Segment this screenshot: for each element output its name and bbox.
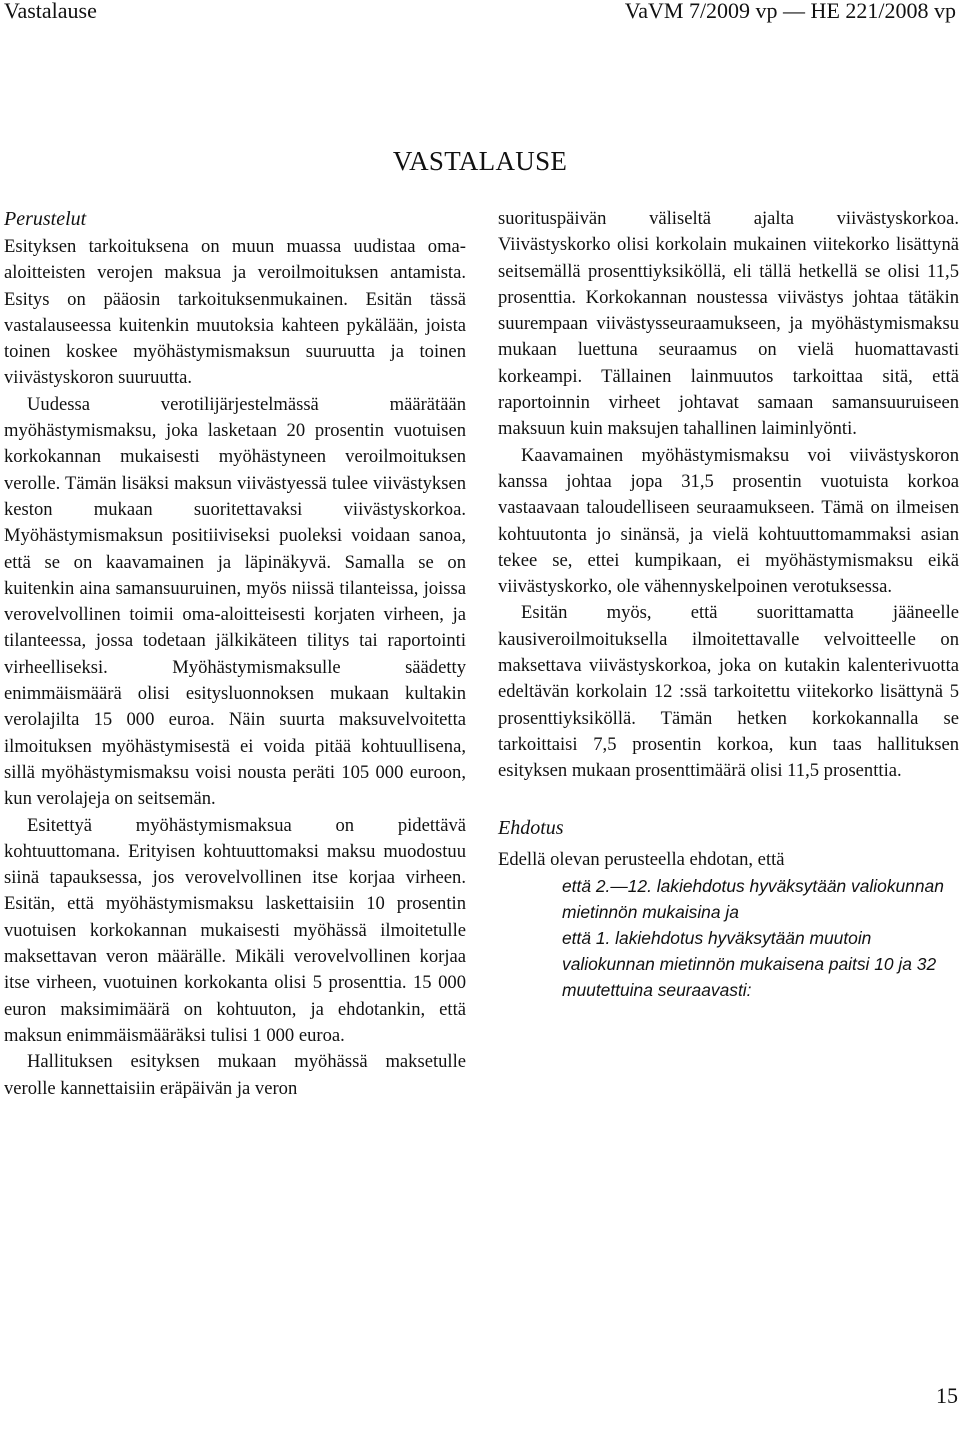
document-title: VASTALAUSE xyxy=(392,146,568,176)
section-heading-perustelut: Perustelut xyxy=(4,208,87,230)
paragraph: Esitettyä myöhästymismaksua on pidettävä kohtuuttomana. Erityisen kohtuuttomaksi maksu muodostuu siinä tapauksessa, jos verovelvollinen itse korjaa virheen. Esitän, että myöhästymismaksu laskettaisiin 10 prosentin vuotuisen korkokannan mukaisesti myöhässä ilmoitetulle maksettavan veron määrälle. Mikäli verovelvollinen korjaa itse virheen, vuotuinen korkokanta olisi 5 prosenttia. 15 000 euron maksimimäärä on kohtuuton, ja ehdotankin, että maksun enimmäismääräksi tulisi 1 000 euroa. xyxy=(4,814,466,1046)
running-header-left: Vastalause xyxy=(4,0,97,23)
right-column xyxy=(498,206,959,1003)
paragraph: Esitän myös, että suorittamatta jääneelle kausiveroilmoituksella ilmoitettavalle velvoitteelle on maksettava viivästyskorkoa, joka on kutakin kalenterivuotta edeltävän korkolain 12 :ssä tarkoitettu viitekorko lisättynä 5 prosenttiyksiköllä. Tämän hetken korkokannalla se tarkoittaisi 7,5 prosentin korkoa, kun taas hallituksen esityksen mukaan prosenttimäärä olisi 11,5 prosenttia. xyxy=(498,602,959,782)
proposal-item: että 1. lakiehdotus hyväksytään muutoin valiokunnan mietinnön mukaisena paitsi 10 ja 32 muutettuina seuraavasti: xyxy=(562,927,937,1000)
paragraph: Kaavamainen myöhästymismaksu voi viivästyskoron kanssa johtaa jopa 31,5 prosentin vuotuista korkoa vastaavaan taloudelliseen seuraamukseen. Tämä on ilmeisen kohtuutonta jo sinänsä, ja vielä kohtuuttomammaksi asian tekee se, ettei kumpikaan, ei myöhästymismaksu eikä viivästyskorko, ole vähennyskelpoinen verotuksessa. xyxy=(498,444,959,598)
paragraph: Uudessa verotilijärjestelmässä määrätään myöhästymismaksu, joka lasketaan 20 prosentin vuotuisen korkokannan mukaisesti myöhästyneen veroilmoituksen verolle. Tämän lisäksi maksun viivästyessä tulee viivästyksen keston mukaan suoritettavaksi viivästyskorkoa. Myöhästymismaksun positiiviseksi puoleksi voidaan sanoa, että se on kaavamainen ja läpinäkyvä. Samalla se on kuitenkin aina samansuuruinen, myös niissä tilanteissa, joissa verovelvollinen toimii oma-aloitteisesti korjaten virheen, ja tilanteessa, jossa todetaan jälkikäteen tilitys tai raportointi virheelliseksi. Myöhästymismaksulle säädetty enimmäismäärä olisi esitysluonnoksen mukaan kultakin verolajilta 15 000 euroa. Näin suurta maksuvelvoitetta ilmoituksen myöhästymisestä ei voida pitää kohtuullisena, sillä myöhästymismaksu voisi nousta peräti 105 000 euroon, kun verolajeja on seitsemän. xyxy=(4,393,466,810)
paragraph: Esityksen tarkoituksena on muun muassa uudistaa oma-aloitteisten verojen maksua ja veroilmoituksen antamista. Esitys on pääosin tarkoituksenmukainen. Esitän tässä vastalauseessa kuitenkin muutoksia kahteen pykälään, joista toinen koskee myöhästymismaksun suuruutta ja toinen viivästyskoron suuruutta. xyxy=(4,236,466,389)
page-number: 15 xyxy=(936,1383,958,1408)
proposal-intro: Edellä olevan perusteella ehdotan, että xyxy=(498,848,785,870)
running-header-right: VaVM 7/2009 vp — HE 221/2008 vp xyxy=(624,0,956,23)
left-column xyxy=(4,206,466,1102)
section-heading-ehdotus: Ehdotus xyxy=(498,816,564,839)
paragraph: suorituspäivän väliseltä ajalta viivästyskorkoa. Viivästyskorko olisi korkolain mukainen viitekorko lisättynä seitsemällä prosenttiyksiköllä, eli tällä hetkellä se olisi 11,5 prosenttia. Korkokannan noustessa viivästys johtaa tätäkin suurempaan viivästysseuraamukseen, ja myöhästymismaksu mukaan luettuna seuraamus on vielä huomattavasti korkeampi. Tällainen lainmuutos tarkoittaa sitä, että raportoinnin virheet johtavat samaan samansuuruiseen maksuun kuin maksujen tahallinen laiminlyönti. xyxy=(498,208,959,440)
paragraph: Hallituksen esityksen mukaan myöhässä maksetulle verolle kannettaisiin eräpäivän ja veron xyxy=(4,1051,466,1099)
proposal-item: että 2.—12. lakiehdotus hyväksytään valiokunnan mietinnön mukaisina ja xyxy=(562,875,944,922)
